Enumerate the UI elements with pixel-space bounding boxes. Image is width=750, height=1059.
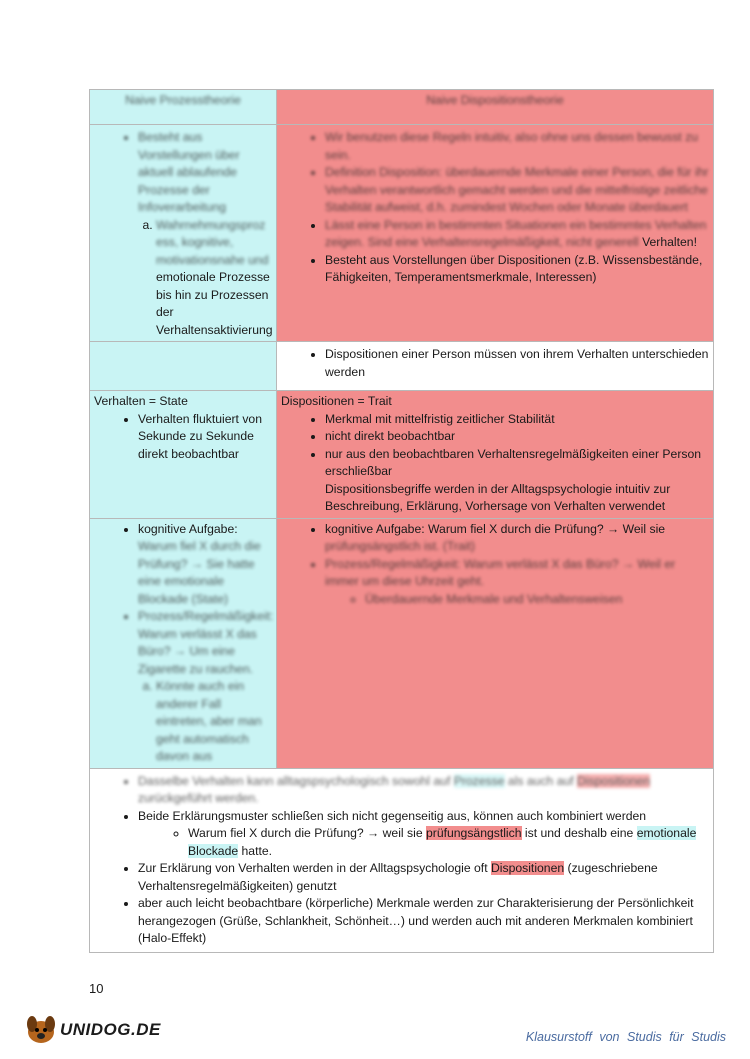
list-item: a. Wahrnehmungsproz ess, kognitive, motivationsnahe und emotionale Prozesse bis hin zu Prozessen der Verhaltensaktivierung <box>156 217 272 340</box>
list-item: • kognitive Aufgabe: Warum fiel X durch die Prüfung? → Weil sie prüfungsängstlich ist. (Trait) <box>325 521 709 556</box>
list-item: • Beide Erklärungsmuster schließen sich nicht gegenseitig aus, können auch kombiniert werden <box>138 808 709 826</box>
trait-title: Dispositionen = Trait <box>281 394 392 408</box>
list-item: • Prozess/Regelmäßigkeit: Warum verlässt X das Büro? → Weil er immer um diese Uhrzeit geht. <box>325 556 709 591</box>
logo-text: UNIDOG.DE <box>60 1020 161 1039</box>
list-item: • Dispositionen einer Person müssen von ihrem Verhalten unterschieden werden <box>325 346 709 381</box>
list-item: • Zur Erklärung von Verhalten werden in der Alltagspsychologie oft Dispositionen (zugeschriebene Verhaltensregelmäßigkeiten) genutzt <box>138 860 709 895</box>
comparison-table <box>89 89 714 953</box>
state-cell <box>90 391 277 519</box>
list-item: • nicht direkt beobachtbar <box>325 428 709 446</box>
disposition-theory-cell <box>277 125 714 342</box>
disposition-example-cell <box>277 518 714 768</box>
table-header-row <box>90 90 714 125</box>
disposition-note-cell <box>277 342 714 391</box>
table-row <box>90 342 714 391</box>
unidog-logo <box>22 1012 161 1048</box>
header-disposition-theory: Naive Dispositionstheorie <box>277 90 714 125</box>
list-item: • Besteht aus Vorstellungen über aktuell ablaufende Prozesse der Infoverarbeitung <box>138 129 272 217</box>
list-item: • Dasselbe Verhalten kann alltagspsychologisch sowohl auf Prozesse als auch auf Dispositionen zurückgeführt werden. <box>138 773 709 808</box>
table-row <box>90 518 714 768</box>
summary-cell <box>90 768 714 952</box>
table-row <box>90 768 714 952</box>
trait-cell <box>277 391 714 519</box>
header-process-theory: Naive Prozesstheorie <box>90 90 277 125</box>
list-item: ◦ Überdauernde Merkmale und Verhaltensweisen <box>365 591 709 609</box>
state-title: Verhalten = State <box>94 394 188 408</box>
list-item: • Merkmal mit mittelfristig zeitlicher Stabilität <box>325 411 709 429</box>
list-item: a. Könnte auch ein anderer Fall eintreten, aber man geht automatisch davon aus <box>156 678 272 766</box>
table-row <box>90 125 714 342</box>
list-item: • Besteht aus Vorstellungen über Dispositionen (z.B. Wissensbestände, Fähigkeiten, Temperamentsmerkmale, Interessen) <box>325 252 709 287</box>
list-item: • Prozess/Regelmäßigkeit: Warum verlässt X das Büro? → Um eine Zigarette zu rauchen. <box>138 608 272 678</box>
list-item: • Verhalten fluktuiert von Sekunde zu Sekunde direkt beobachtbar <box>138 411 272 464</box>
list-item: • Definition Disposition: überdauernde Merkmale einer Person, die für ihr Verhalten verantwortlich gemacht werden und die mittelfristige zeitliche Stabilität aufweist, d.h. zumindest Wochen oder Monate überdauert <box>325 164 709 217</box>
process-example-cell <box>90 518 277 768</box>
page-number: 10 <box>89 981 104 996</box>
empty-cell <box>90 342 277 391</box>
process-theory-cell <box>90 125 277 342</box>
dog-icon <box>22 1012 62 1048</box>
list-item: • Wir benutzen diese Regeln intuitiv, also ohne uns dessen bewusst zu sein. <box>325 129 709 164</box>
table-row <box>90 391 714 519</box>
footer-note: Klausurstoff von Studis für Studis <box>525 1030 726 1044</box>
list-item: • nur aus den beobachtbaren Verhaltensregelmäßigkeiten einer Person erschließbar <box>325 446 709 481</box>
list-item: ◦ Warum fiel X durch die Prüfung? → weil sie prüfungsängstlich ist und deshalb eine emotionale Blockade hatte. <box>188 825 709 860</box>
trait-extra-text: Dispositionsbegriffe werden in der Alltagspsychologie intuitiv zur Beschreibung, Erklärung, Vorhersage von Verhalten verwendet <box>325 481 671 513</box>
list-item: • kognitive Aufgabe: Warum fiel X durch die Prüfung? → Sie hatte eine emotionale Blockade (State) <box>138 521 272 609</box>
list-item: • aber auch leicht beobachtbare (körperliche) Merkmale werden zur Charakterisierung der Persönlichkeit herangezogen (Grüße, Schlankheit, Schönheit…) und werden auch mit anderen Merkmalen kombiniert (Halo-Effekt) <box>138 895 709 948</box>
list-item: • Lässt eine Person in bestimmten Situationen ein bestimmtes Verhalten zeigen. Sind eine Verhaltensregelmäßigkeit, nicht generell Verhalten! <box>325 217 709 252</box>
